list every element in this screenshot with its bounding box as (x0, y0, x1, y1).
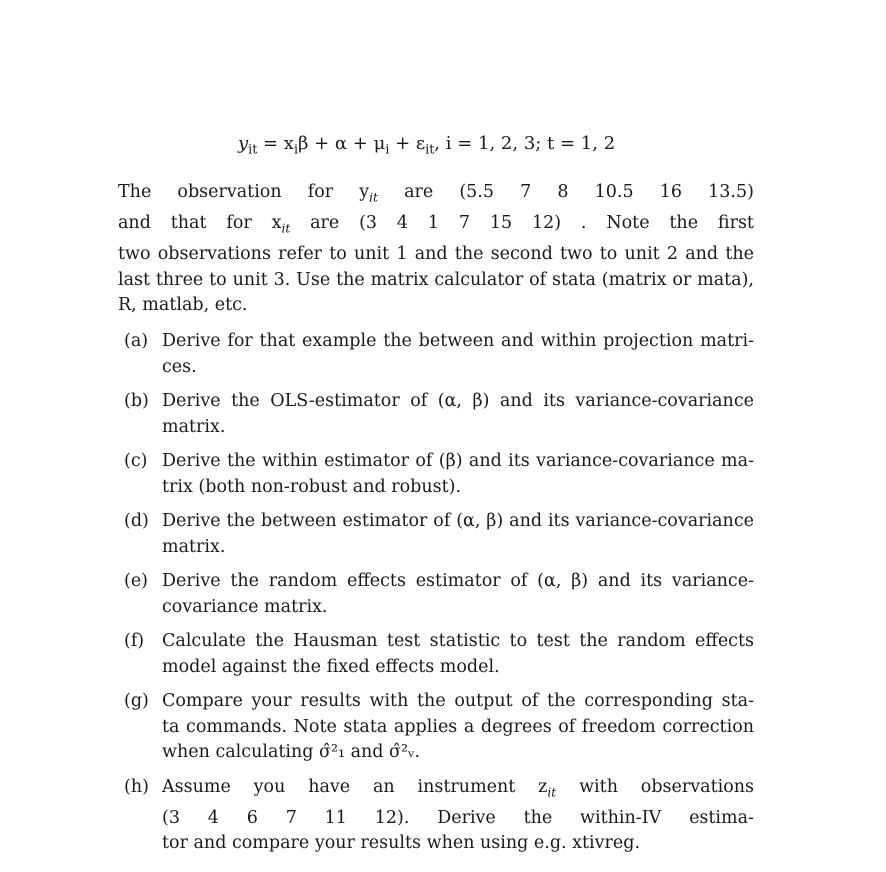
question-e (118, 569, 754, 620)
x-value: 1 (427, 213, 440, 233)
para-line-3: two observations refer to unit 1 and the second two to unit 2 and the (118, 244, 754, 264)
eq-lhs-sub: it (248, 141, 258, 157)
question-h (118, 775, 754, 857)
model-equation (238, 133, 615, 157)
para-line-2 (118, 211, 754, 242)
z-value: 7 (285, 807, 297, 828)
question-line: when calculating σ̂²₁ and σ̂²ᵥ. (162, 742, 421, 762)
eq-rhs-sub: i (293, 141, 298, 157)
question-line: Derive the between estimator of (α, β) and its variance-covariance (162, 511, 754, 531)
eq-lhs: y (238, 133, 249, 154)
question-list (118, 329, 754, 866)
question-label: (f) (124, 631, 145, 651)
question-label: (d) (124, 511, 149, 531)
question-line: Derive the OLS-estimator of (α, β) and its variance-covariance (162, 391, 754, 411)
y-value: 10.5 (594, 182, 634, 202)
question-line (162, 775, 754, 806)
question-line: Calculate the Hausman test statistic to test the random effects (162, 631, 754, 651)
y-value: 8 (557, 182, 569, 202)
intro-paragraph (118, 180, 754, 319)
question-line: tor and compare your results when using e.g. xtivreg. (162, 833, 641, 853)
question-label: (g) (124, 691, 149, 711)
para-sub: it (369, 190, 378, 205)
question-sub: it (547, 785, 557, 799)
z-value: 11 (324, 807, 347, 828)
para-text: and that for x (118, 213, 282, 233)
y-value: 16 (659, 182, 683, 202)
question-g (118, 689, 754, 766)
para-text: The observation for y (118, 182, 370, 202)
eq-rest: β + α + μ (298, 133, 386, 154)
x-value: 12) . Note the first (532, 213, 754, 233)
question-d (118, 509, 754, 560)
question-line: matrix. (162, 536, 226, 557)
question-line: matrix. (162, 416, 226, 437)
eq-tail: , i = 1, 2, 3; t = 1, 2 (434, 133, 616, 154)
eq-eps: + ε (389, 133, 426, 154)
question-label: (b) (124, 391, 149, 411)
eq-eps-sub: it (425, 141, 435, 157)
question-label: (c) (124, 451, 148, 471)
z-value: 4 (207, 807, 219, 828)
z-value: 6 (246, 807, 258, 828)
para-line-4: last three to unit 3. Use the matrix calculator of stata (matrix or mata), (118, 269, 754, 290)
y-value: 13.5) (708, 182, 754, 202)
question-label: (h) (124, 776, 149, 797)
z-value: (3 (162, 807, 180, 828)
question-line: ta commands. Note stata applies a degrees of freedom correction (162, 716, 754, 737)
para-text: are (5.5 (377, 182, 494, 202)
x-value: 4 (396, 213, 409, 233)
eq-rhs: = x (263, 133, 294, 154)
question-line: model against the fixed effects model. (162, 656, 500, 677)
question-line: ces. (162, 356, 197, 377)
question-line: Derive the within estimator of (β) and its variance-covariance ma- (162, 451, 754, 471)
question-line: Derive for that example the between and within projection matri- (162, 331, 754, 351)
question-line: covariance matrix. (162, 596, 328, 617)
question-label: (a) (124, 331, 149, 351)
question-b (118, 389, 754, 440)
question-line: Derive the random effects estimator of (α, β) and its variance- (162, 571, 754, 591)
para-sub: it (281, 221, 291, 236)
para-line-5: R, matlab, etc. (118, 295, 248, 315)
question-line: trix (both non-robust and robust). (162, 476, 462, 497)
question-label: (e) (124, 571, 149, 591)
question-a (118, 329, 754, 380)
question-c (118, 449, 754, 500)
z-value: 12). Derive the within-IV estima- (374, 807, 754, 828)
x-value: 7 (458, 213, 471, 233)
question-text: with observations (556, 776, 754, 797)
y-value: 7 (520, 182, 532, 202)
x-value: 15 (489, 213, 513, 233)
eq-mu-sub: i (385, 141, 390, 157)
para-text: are (3 (290, 213, 378, 233)
question-line: Compare your results with the output of the corresponding sta- (162, 691, 754, 711)
para-line-1 (118, 180, 754, 211)
question-text: Assume you have an instrument z (162, 776, 548, 797)
question-line (162, 806, 754, 832)
question-f (118, 629, 754, 680)
